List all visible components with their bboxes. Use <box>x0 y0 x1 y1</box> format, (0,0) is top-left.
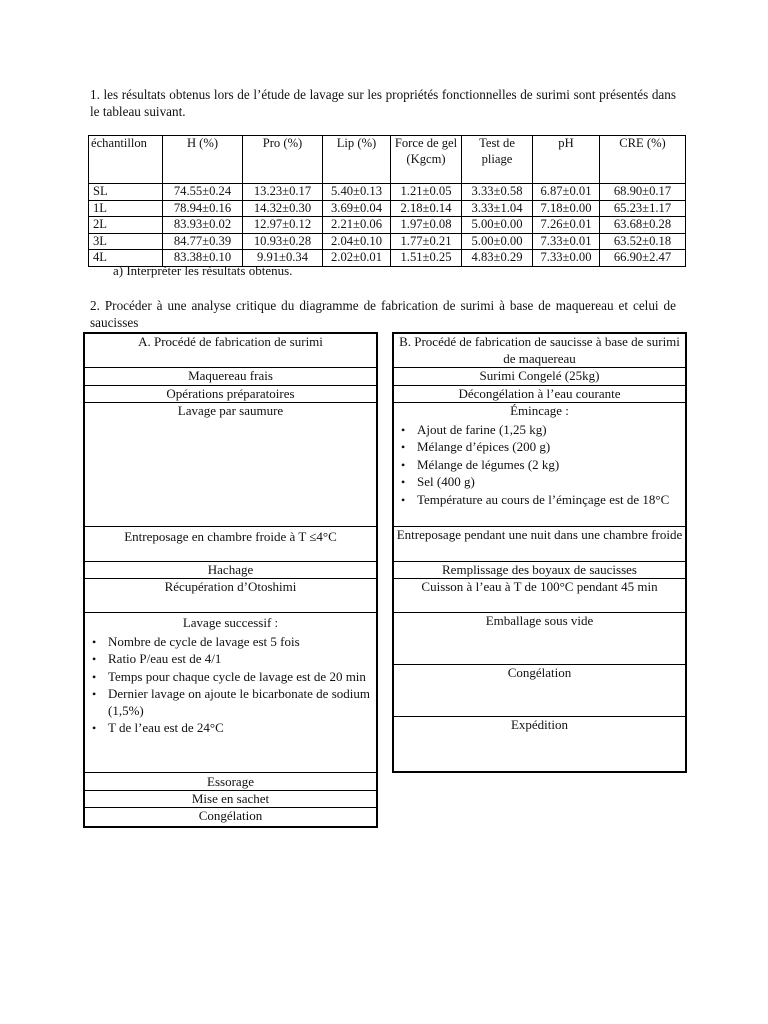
table-cell: 3.33±1.04 <box>462 200 533 217</box>
flow-a-step <box>85 386 376 403</box>
bullet-icon: • <box>401 422 406 437</box>
table-cell: 14.32±0.30 <box>243 200 323 217</box>
sausage-process-flowchart <box>392 332 687 773</box>
table-row <box>89 217 686 234</box>
flow-b-step <box>394 386 685 403</box>
table-cell: 1.77±0.21 <box>391 233 462 250</box>
flow-a-step <box>85 527 376 562</box>
bullet-icon: • <box>92 669 97 684</box>
flow-b-step <box>394 579 685 613</box>
flow-b-step-text: Décongélation à l’eau courante <box>458 386 621 401</box>
flow-a-step <box>85 773 376 791</box>
table-cell: SL <box>89 184 163 201</box>
table-cell: 2.04±0.10 <box>323 233 391 250</box>
flow-b-step <box>394 613 685 665</box>
table-cell: 83.93±0.02 <box>163 217 243 234</box>
washing-details-list <box>85 634 376 737</box>
flow-b-step-text: Émincage : <box>510 403 569 418</box>
flow-a-step-text: Essorage <box>207 774 254 789</box>
table-cell: 12.97±0.12 <box>243 217 323 234</box>
flow-b-step-text: Expédition <box>510 717 569 732</box>
flow-b-step <box>394 562 685 579</box>
table-header-cell: Force de gel (Kgcm) <box>391 136 462 184</box>
flow-a-title <box>85 334 376 368</box>
table-header-cell: échantillon <box>89 136 163 184</box>
flow-a-step <box>85 403 376 527</box>
table-cell: 63.68±0.28 <box>600 217 686 234</box>
flow-a-title-text: A. Procédé de fabrication de surimi <box>138 334 323 349</box>
list-item <box>92 668 370 686</box>
flow-a-step-text: Congélation <box>198 808 263 823</box>
bullet-icon: • <box>92 687 97 701</box>
table-cell: 68.90±0.17 <box>600 184 686 201</box>
flow-b-step-text: Emballage sous vide <box>485 613 594 628</box>
table-cell: 2.18±0.14 <box>391 200 462 217</box>
flow-b-step-text: Entreposage pendant une nuit dans une chambre froide <box>396 527 683 542</box>
list-item-text: Temps pour chaque cycle de lavage est de 20 min <box>108 668 366 684</box>
table-cell: 84.77±0.39 <box>163 233 243 250</box>
bullet-icon: • <box>401 492 406 507</box>
table-cell: 5.40±0.13 <box>323 184 391 201</box>
table-cell: 65.23±1.17 <box>600 200 686 217</box>
table-header-cell: Test de pliage <box>462 136 533 184</box>
question-2-text: 2. Procéder à une analyse critique du diagramme de fabrication de surimi à base de maquereau et celui de saucisses <box>90 298 676 330</box>
flow-a-step-text: Lavage successif : <box>182 615 279 630</box>
table-cell: 2.02±0.01 <box>323 250 391 267</box>
question-1a: a) Interpréter les résultats obtenus. <box>113 263 293 278</box>
table-header-row <box>89 136 686 184</box>
table-cell: 1.97±0.08 <box>391 217 462 234</box>
table-header-cell: Pro (%) <box>243 136 323 184</box>
flow-b-step-text: Cuisson à l’eau à T de 100°C pendant 45 min <box>421 579 658 594</box>
list-item-text: Dernier lavage on ajoute le bicarbonate de sodium (1,5%) <box>108 686 370 718</box>
flow-a-step <box>85 562 376 579</box>
flow-a-step-text: Lavage par saumure <box>177 403 284 418</box>
list-item <box>92 720 370 737</box>
table-cell: 3L <box>89 233 163 250</box>
table-cell: 2L <box>89 217 163 234</box>
table-row <box>89 233 686 250</box>
bullet-icon: • <box>92 652 97 666</box>
table-header-cell: CRE (%) <box>600 136 686 184</box>
bullet-icon: • <box>401 440 406 454</box>
flow-b-step <box>394 665 685 717</box>
flow-a-washing-step <box>85 613 376 773</box>
table-cell: 78.94±0.16 <box>163 200 243 217</box>
list-item-text: Nombre de cycle de lavage est 5 fois <box>108 633 300 649</box>
list-item <box>92 686 370 719</box>
flow-b-step <box>394 368 685 386</box>
table-cell: 10.93±0.28 <box>243 233 323 250</box>
flow-b-title-text: B. Procédé de fabrication de saucisse à base de surimi de maquereau <box>399 334 680 366</box>
table-cell: 9.91±0.34 <box>243 250 323 267</box>
flow-a-step <box>85 791 376 808</box>
list-item-text: Mélange d’épices (200 g) <box>417 439 551 454</box>
flow-a-step-text: Mise en sachet <box>191 791 270 806</box>
flow-b-step <box>394 527 685 562</box>
list-item-text: Ratio P/eau est de 4/1 <box>108 651 222 666</box>
table-cell: 1L <box>89 200 163 217</box>
table-cell: 7.18±0.00 <box>533 200 600 217</box>
flow-a-step-text: Entreposage en chambre froide à T ≤4°C <box>124 529 337 544</box>
list-item <box>401 439 679 456</box>
list-item-text: Ajout de farine (1,25 kg) <box>417 421 547 437</box>
table-row <box>89 200 686 217</box>
surimi-process-flowchart <box>83 332 378 828</box>
table-cell: 74.55±0.24 <box>163 184 243 201</box>
list-item <box>401 421 679 439</box>
list-item <box>401 456 679 474</box>
table-cell: 2.21±0.06 <box>323 217 391 234</box>
list-item-text: Mélange de légumes (2 kg) <box>417 456 560 472</box>
table-cell: 1.51±0.25 <box>391 250 462 267</box>
mincing-details-list <box>394 422 685 509</box>
list-item <box>401 474 679 491</box>
question-1-text: 1. les résultats obtenus lors de l’étude de lavage sur les propriétés fonctionnelles de surimi sont présentés dans le tableau suivant. <box>90 87 676 119</box>
table-cell: 7.33±0.01 <box>533 233 600 250</box>
table-cell: 3.33±0.58 <box>462 184 533 201</box>
flow-a-step <box>85 579 376 613</box>
flow-b-mincing-step <box>394 403 685 527</box>
table-row <box>89 184 686 201</box>
list-item-text: Sel (400 g) <box>417 474 475 489</box>
table-cell: 6.87±0.01 <box>533 184 600 201</box>
table-cell: 13.23±0.17 <box>243 184 323 201</box>
flow-a-step-text: Maquereau frais <box>188 368 273 383</box>
flow-a-step <box>85 368 376 386</box>
flow-b-step-text: Remplissage des boyaux de saucisses <box>442 562 637 577</box>
table-cell: 7.33±0.00 <box>533 250 600 267</box>
table-cell: 1.21±0.05 <box>391 184 462 201</box>
table-header-cell: pH <box>533 136 600 184</box>
table-cell: 5.00±0.00 <box>462 217 533 234</box>
table-cell: 4L <box>89 250 163 267</box>
table-cell: 83.38±0.10 <box>163 250 243 267</box>
bullet-icon: • <box>401 475 406 489</box>
flow-a-step <box>85 808 376 825</box>
table-cell: 63.52±0.18 <box>600 233 686 250</box>
table-header-cell: Lip (%) <box>323 136 391 184</box>
flow-b-step-text: Surimi Congelé (25kg) <box>479 368 600 383</box>
table-cell: 7.26±0.01 <box>533 217 600 234</box>
bullet-icon: • <box>92 721 97 735</box>
table-cell: 3.69±0.04 <box>323 200 391 217</box>
list-item <box>401 491 679 509</box>
table-cell: 66.90±2.47 <box>600 250 686 267</box>
table-header-cell: H (%) <box>163 136 243 184</box>
list-item <box>92 651 370 668</box>
flow-a-step-text: Opérations préparatoires <box>166 386 295 401</box>
table-cell: 5.00±0.00 <box>462 233 533 250</box>
list-item-text: Température au cours de l’éminçage est de 18°C <box>417 491 670 507</box>
flow-a-step-text: Hachage <box>207 562 254 577</box>
table-cell: 4.83±0.29 <box>462 250 533 267</box>
flow-b-step-text: Congélation <box>507 665 572 680</box>
bullet-icon: • <box>92 634 97 649</box>
results-table <box>88 135 686 267</box>
flow-b-step <box>394 717 685 769</box>
list-item <box>92 633 370 651</box>
flow-a-step-text: Récupération d’Otoshimi <box>164 579 297 594</box>
flow-b-title <box>394 334 685 368</box>
bullet-icon: • <box>401 457 406 472</box>
list-item-text: T de l’eau est de 24°C <box>108 720 224 735</box>
